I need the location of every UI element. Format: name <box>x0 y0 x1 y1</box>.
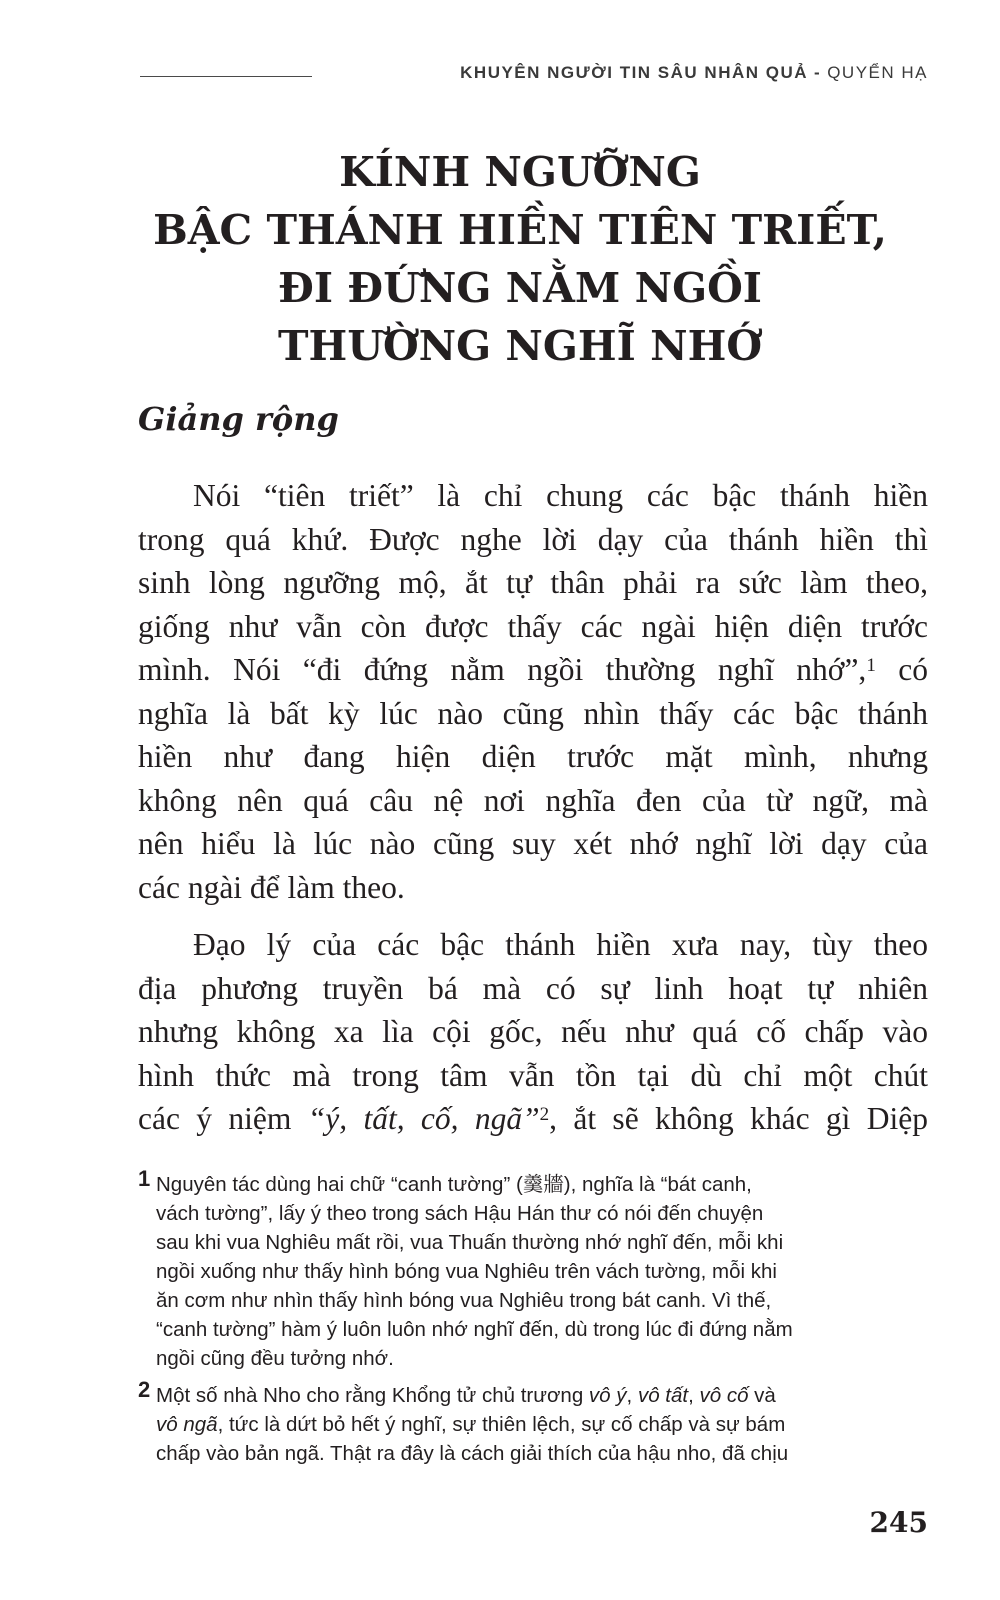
text-line: nên hiểu là lúc nào cũng suy xét nhớ nghĩ lời dạy của <box>138 826 928 861</box>
footnote-line: Nguyên tác dùng hai chữ “canh tường” (羹牆), nghĩa là “bát canh, <box>156 1173 752 1196</box>
text-line: sinh lòng ngưỡng mộ, ắt tự thân phải ra sức làm theo, <box>138 565 928 600</box>
text-line: hình thức mà trong tâm vẫn tồn tại dù chỉ một chút <box>138 1057 928 1093</box>
italic-term: vô tất <box>637 1384 689 1407</box>
footnote-line: ngồi xuống như thấy hình bóng vua Nghiêu trên vách tường, mỗi khi <box>156 1260 777 1283</box>
footnote-number: 1 <box>138 1166 151 1191</box>
chapter-title <box>110 143 930 375</box>
footnote-line: chấp vào bản ngã. Thật ra đây là cách giải thích của hậu nho, đã chịu <box>156 1442 789 1465</box>
header-rule <box>140 76 312 77</box>
paragraph-gap <box>138 909 928 923</box>
footnotes <box>138 1166 928 1476</box>
footnote-line: sau khi vua Nghiêu mất rồi, vua Thuấn thường nhớ nghĩ đến, mỗi khi <box>156 1231 784 1254</box>
text-line: địa phương truyền bá mà có sự linh hoạt tự nhiên <box>138 970 928 1006</box>
text-line: Nói “tiên triết” là chỉ chung các bậc thánh hiền <box>193 478 928 513</box>
footnote-ref-1[interactable]: 1 <box>866 655 876 676</box>
footnote-number: 2 <box>138 1377 151 1402</box>
text-segment: , <box>688 1384 700 1407</box>
footnote-line <box>156 1410 928 1439</box>
text-segment: , ắt sẽ không khác gì Diệp <box>549 1101 928 1136</box>
italic-term: vô cố <box>699 1384 749 1407</box>
footnote-line: “canh tường” hàm ý luôn luôn nhớ nghĩ đến, dù trong lúc đi đứng nằm <box>156 1318 793 1341</box>
footnote-ref-2[interactable]: 2 <box>539 1104 550 1125</box>
footnote-line <box>156 1381 928 1410</box>
running-head-separator: - <box>814 63 822 82</box>
text-line: giống như vẫn còn được thấy các ngài hiện diện trước <box>138 608 928 644</box>
running-head-volume: QUYỂN HẠ <box>827 63 928 82</box>
chapter-title-line: BẬC THÁNH HIỀN TIÊN TRIẾT, <box>153 206 887 254</box>
chapter-title-line: KÍNH NGƯỠNG <box>339 148 701 196</box>
italic-term: vô ngã <box>156 1413 218 1436</box>
text-segment: Một số nhà Nho cho rằng Khổng tử chủ trương <box>156 1384 589 1407</box>
footnote-line: ngồi cũng đều tưởng nhớ. <box>156 1347 394 1370</box>
text-line: hiền như đang hiện diện trước mặt mình, nhưng <box>138 739 928 774</box>
page-number: 245 <box>869 1506 928 1539</box>
text-line: nghĩa là bất kỳ lúc nào cũng nhìn thấy các bậc thánh <box>138 695 928 731</box>
running-head <box>460 63 928 83</box>
text-segment: mình. Nói “đi đứng nằm ngồi thường nghĩ nhớ”, <box>138 652 867 687</box>
body-text <box>138 474 928 1141</box>
footnote-2 <box>138 1377 928 1468</box>
text-segment: , <box>626 1384 638 1407</box>
paragraph-1 <box>138 474 928 909</box>
paragraph-2 <box>138 923 928 1141</box>
chapter-title-line: THƯỜNG NGHĨ NHỚ <box>277 322 763 370</box>
text-segment: các ý niệm <box>138 1101 308 1136</box>
chapter-title-line: ĐI ĐỨNG NẰM NGỒI <box>278 264 762 312</box>
italic-term: vô ý <box>588 1384 627 1407</box>
text-segment: và <box>748 1384 776 1407</box>
footnote-line: ăn cơm như nhìn thấy hình bóng vua Nghiêu trong bát canh. Vì thế, <box>156 1289 772 1312</box>
footnote-line: vách tường”, lấy ý theo trong sách Hậu Hán thư có nói đến chuyện <box>156 1202 764 1225</box>
text-line: Đạo lý của các bậc thánh hiền xưa nay, tùy theo <box>193 927 928 962</box>
text-line <box>138 648 928 692</box>
text-segment: , tức là dứt bỏ hết ý nghĩ, sự thiên lệch, sự cố chấp và sự bám <box>217 1413 786 1436</box>
text-line: không nên quá câu nệ nơi nghĩa đen của từ ngữ, mà <box>138 782 928 818</box>
text-line: trong quá khứ. Được nghe lời dạy của thánh hiền thì <box>138 521 928 557</box>
text-line: các ngài để làm theo. <box>138 869 405 905</box>
italic-phrase: “ý, tất, cố, ngã” <box>307 1101 540 1136</box>
text-line <box>138 1097 928 1141</box>
text-line: nhưng không xa lìa cội gốc, nếu như quá cố chấp vào <box>138 1014 928 1049</box>
text-segment: có <box>875 652 928 687</box>
footnote-1 <box>138 1166 928 1373</box>
running-head-title: KHUYÊN NGƯỜI TIN SÂU NHÂN QUẢ <box>460 63 809 82</box>
section-heading: Giảng rộng <box>138 400 339 438</box>
